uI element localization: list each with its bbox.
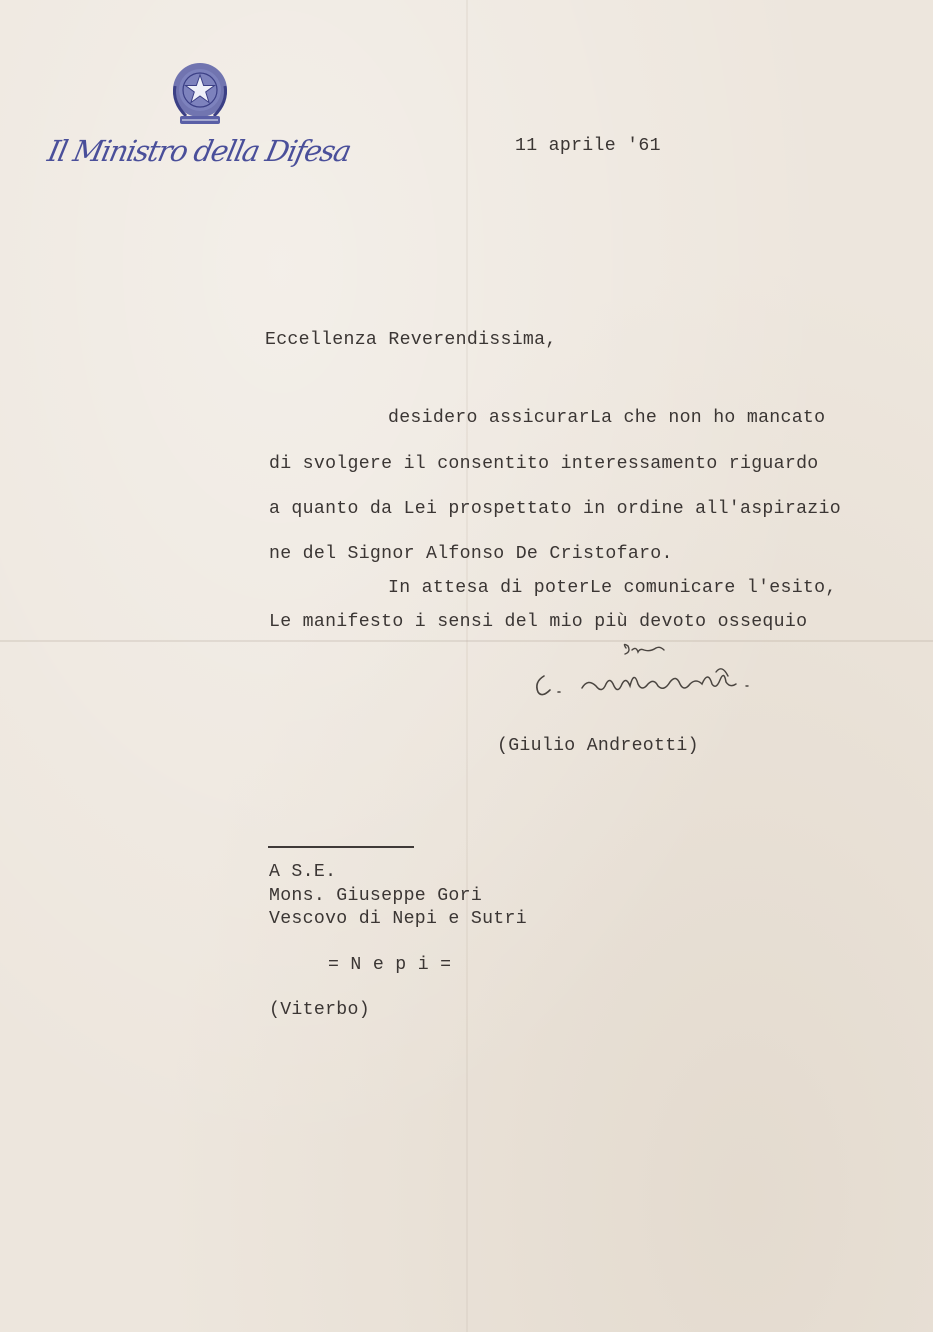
letter-date: 11 aprile '61 [515,136,661,156]
body-line: Le manifesto i sensi del mio più devoto ossequio [269,612,808,632]
body-line: In attesa di poterLe comunicare l'esito, [388,578,837,598]
recipient-province: (Viterbo) [269,1000,370,1020]
recipient-city: = N e p i = [328,955,452,975]
handwritten-signature [530,640,760,702]
body-line: ne del Signor Alfonso De Cristofaro. [269,544,673,564]
salutation: Eccellenza Reverendissima, [265,330,557,350]
recipient-line: A S.E. [269,862,337,882]
recipient-line: Mons. Giuseppe Gori [269,886,483,906]
italian-republic-emblem-icon [166,58,234,132]
body-line: desidero assicurarLa che non ho mancato [388,408,826,428]
paper-fold-line [466,0,468,1332]
typed-signature: (Giulio Andreotti) [497,736,699,756]
body-line: a quanto da Lei prospettato in ordine all'aspirazio [269,499,841,519]
divider [268,846,414,848]
letterhead-title: Il Ministro della Difesa [44,134,354,168]
signature-icon [530,640,760,702]
body-line: di svolgere il consentito interessamento riguardo [269,454,819,474]
recipient-line: Vescovo di Nepi e Sutri [269,909,527,929]
